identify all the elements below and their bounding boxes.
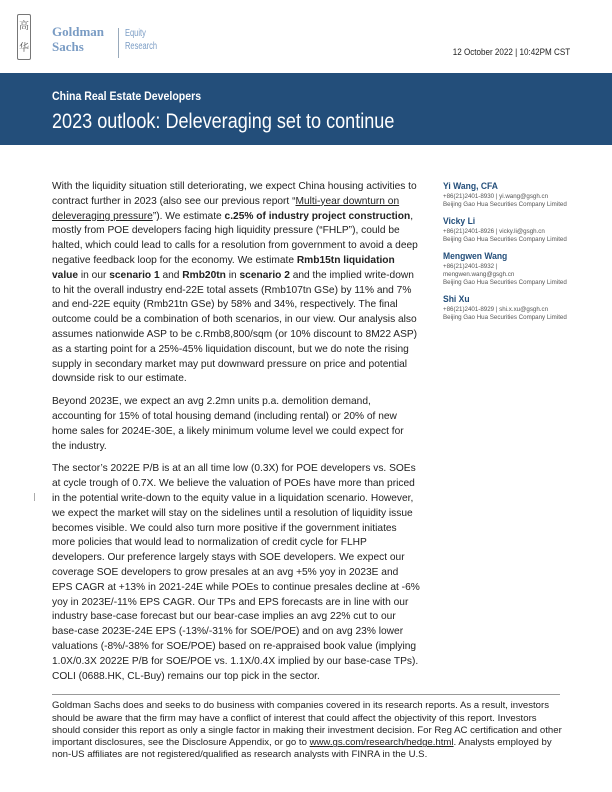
paragraph-demand: Beyond 2023E, we expect an avg 2.2mn units p.a. demolition demand, accounting for 15% of total housing demand (including rental) or 20% of new home sales for 2024E-30E, a likely minimum volume level we could expect for the industry. [52,396,404,452]
author-contact[interactable]: +86(21)2401-8929 | shi.x.xu@gsgh.cn [443,306,549,314]
paragraph-valuation: The sector’s 2022E P/B is at an all time low (0.3X) for POE developers vs. SOEs at cycle trough of 0.7X. We believe the valuation of POEs have more than priced in the potential write-down to the equity value in a liquidation scenario. However, we expect the market will stay on the sidelines until a resolution of liquidity issue becomes visible. We could also turn more positive if the government initiates more policies that would lead to normalization of credit cycle for FLHP developers. Our preference largely stays with SOE developers. We expect our coverage SOE developers to grow presales at an avg +5% yoy in 2023E and EPS CAGR at +13% in 2021-24E while POEs to continue presales decline at -6% yoy in 2023E/-11% EPS CAGR. Our TPs and EPS forecasts are in line with our industry base-case forecast but our bear-case implies an avg 22% cut to our base-case 2023E-24E EPS (-13%/-31% for SOE/POE) and on avg 23% lower valuations (-8%/-38% for SOE/POE) based on re-appraised book value (implying 1.0X/0.3X 2022E P/B for SOE/POE vs. 1.1X/0.4X implied by our base-case TPs). COLI (0688.HK, CL-Buy) remains our top pick in the sector. [52,463,420,682]
text: With the liquidity situation still deteriorating, we expect China housing activities to contract further in 2023 (also see our previous report “ [52,181,417,207]
logo-line: Sachs [52,39,84,54]
author-card [443,294,593,321]
author-card [443,251,593,286]
highlight: scenario 2 [239,269,290,281]
title-banner [0,73,612,145]
text: and [159,269,183,281]
disclaimer-text: . Analysts employed by non-US affiliates are not registered/qualified as research analysts with FINRA in the U.S. [52,737,552,761]
text: in our [78,269,110,281]
highlight: Rmb15tn liquidation value [52,254,395,281]
division-label [125,27,157,53]
author-firm: Beijing Gao Hua Securities Company Limited [443,200,567,208]
author-card [443,181,593,208]
division-line: Research [125,41,158,52]
report-date: 12 October 2022 | 10:42PM CST [452,47,570,58]
logo-divider [118,28,119,58]
goldman-sachs-logo [52,24,104,54]
highlight: Rmb20tn [182,269,226,281]
margin-mark [34,493,35,501]
author-firm: Beijing Gao Hua Securities Company Limited [443,278,567,286]
text: ”). We estimate [152,210,225,222]
text: , mostly from POE developers facing high liquidity pressure (“FHLP”), could be halted, which could lead to calls for a resolution from government to avoid a deep negative feedback loop for the economy. We estimate [52,210,418,266]
disclaimer-text: Goldman Sachs does and seeks to do business with companies covered in its research reports. As a result, investors should be aware that the firm may have a conflict of interest that could affect the objectivity of this report. Investors should consider this report as only a single factor in making their investment decision. For Reg AC certification and other important disclosures, see the Disclosure Appendix, or go to [52,700,562,749]
disclosure-link[interactable]: www.gs.com/research/hedge.html [309,737,454,749]
author-firm: Beijing Gao Hua Securities Company Limited [443,235,567,243]
report-link[interactable]: Multi-year downturn on deleveraging pressure [52,195,400,222]
author-firm: Beijing Gao Hua Securities Company Limited [443,313,567,321]
author-contact[interactable]: +86(21)2401-8932 | mengwen.wang@gsgh.cn [443,263,515,278]
author-contact[interactable]: +86(21)2401-8930 | yi.wang@gsgh.cn [443,193,549,200]
report-body [52,180,420,684]
author-card [443,216,593,243]
text: and the implied write-down to hit the overall industry end-22E total assets (Rmb107tn GSe) by 11% and 7% and end-22E equity (Rmb21tn GSe) by 58% and 34%, respectively. The final outcome could be a combination of both scenarios, in our view. Our analysis also assumes nationwide ASP to be c.Rmb8,800/sqm (or 10% discount to 8M22 ASP) as a starting point for a 25%-45% liquidation discount, but we do note the rising supply in secondary market may put downward pressure on price and potential downside risk to our estimate. [52,269,418,385]
text: in [225,269,240,281]
author-name: Mengwen Wang [443,251,508,263]
author-name: Shi Xu [443,294,470,306]
highlight: scenario 1 [109,269,160,281]
division-line: Equity [125,28,146,39]
disclaimer [52,700,564,771]
author-contact[interactable]: +86(21)2401-8926 | vicky.li@gsgh.cn [443,228,545,236]
paragraph-summary [52,180,420,387]
logo-line: Goldman [52,24,105,39]
footer-divider [52,694,560,695]
highlight: c.25% of industry project construction [224,210,411,222]
gao-hua-seal-logo [17,14,31,60]
sector-label: China Real Estate Developers [52,89,202,103]
seal-char: 高 [19,20,29,32]
report-title: 2023 outlook: Deleveraging set to continue [52,110,395,133]
author-name: Vicky Li [443,216,476,228]
seal-char: 华 [19,42,29,54]
author-list [443,181,593,329]
author-name: Yi Wang, CFA [443,181,498,192]
